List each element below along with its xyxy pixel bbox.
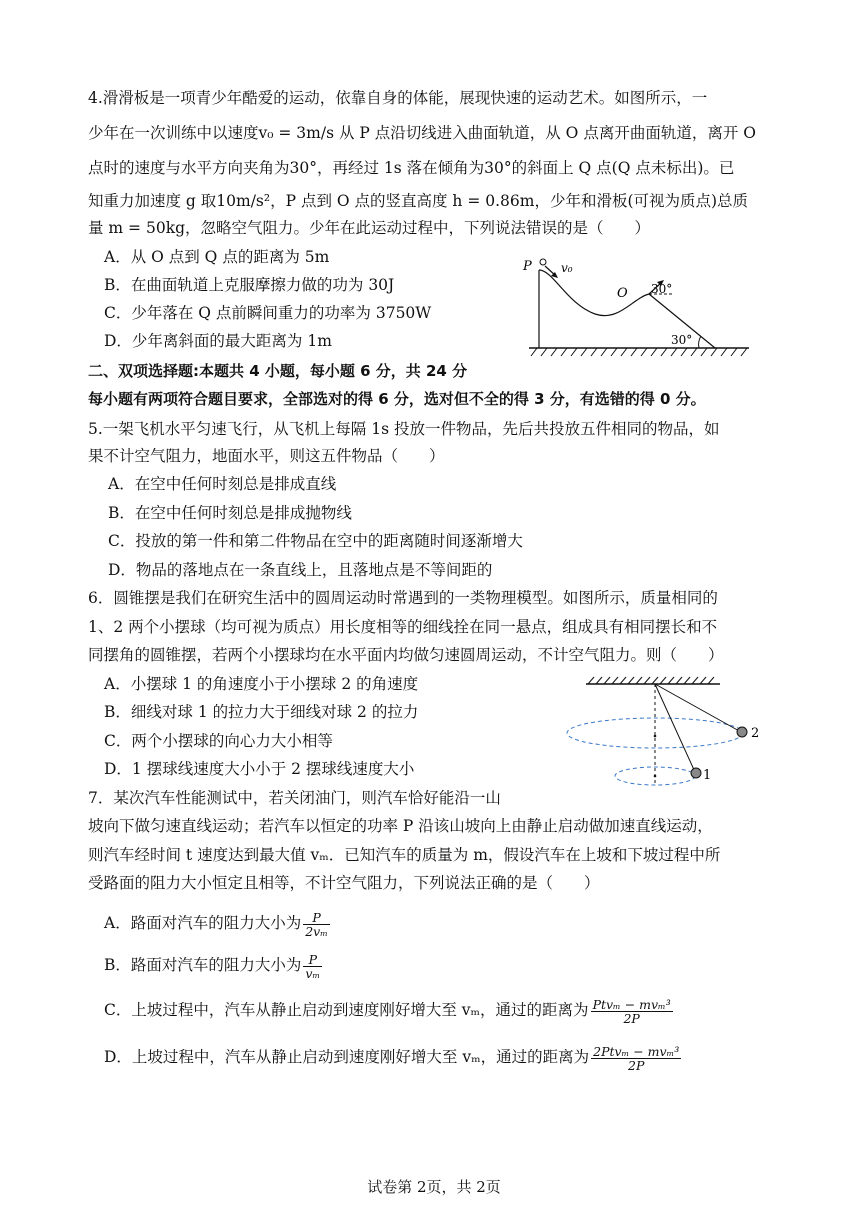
fraction-denominator: 2vₘ xyxy=(305,923,328,939)
q6-line-2: 1、2 两个小摆球（均可视为质点）用长度相等的细线拴在同一悬点，组成具有相同摆长和不 xyxy=(88,618,718,636)
section-2-title: 二、双项选择题:本题共 4 小题，每小题 6 分，共 24 分 xyxy=(88,362,468,380)
q7-option-c xyxy=(104,993,673,1027)
q7-option-b-text: B．路面对汽车的阻力大小为 xyxy=(104,956,302,974)
label-o: O xyxy=(617,286,628,301)
fraction-denominator: 2P xyxy=(628,1057,645,1073)
q4-option-d: D．少年离斜面的最大距离为 1m xyxy=(104,332,332,350)
q4-line-2: 少年在一次训练中以速度v₀ = 3m/s 从 P 点沿切线进入曲面轨道，从 O 点离开曲面轨道，离开 O xyxy=(88,124,756,142)
q7-option-a xyxy=(104,906,330,940)
q6-line-3: 同摆角的圆锥摆，若两个小摆球均在水平面内均做匀速圆周运动，不计空气阻力。则（ ） xyxy=(88,646,724,664)
q7-option-b xyxy=(104,948,322,982)
fraction-numerator: P xyxy=(303,953,322,967)
string-2 xyxy=(655,684,741,732)
q5-line-1: 5.一架飞机水平匀速飞行，从飞机上每隔 1s 投放一件物品，先后共投放五件相同的物品，如 xyxy=(88,420,720,438)
fraction-numerator: Ptvₘ − mvₘ³ xyxy=(592,996,671,1012)
q7-line-2: 坡向下做匀速直线运动；若汽车以恒定的功率 P 沿该山坡向上由静止启动做加速直线运动， xyxy=(88,817,713,835)
q6-option-b: B．细线对球 1 的拉力大于细线对球 2 的拉力 xyxy=(104,703,419,721)
q6-line-1: 6．圆锥摆是我们在研究生活中的圆周运动时常遇到的一类物理模型。如图所示，质量相同的 xyxy=(88,589,718,607)
center-dot-upper xyxy=(654,735,657,738)
q5-option-d: D．物品的落地点在一条直线上，且落地点是不等间距的 xyxy=(108,561,493,579)
label-ball-2: 2 xyxy=(751,726,760,741)
label-angle-top: 30° xyxy=(651,282,673,296)
q7-option-b-fraction xyxy=(303,953,322,980)
q7-option-c-text: C．上坡过程中，汽车从静止启动到速度刚好增大至 vₘ，通过的距离为 xyxy=(104,1001,589,1019)
fraction-denominator: vₘ xyxy=(305,965,321,981)
q5-option-a: A．在空中任何时刻总是排成直线 xyxy=(108,475,337,493)
q5-line-2: 果不计空气阻力，地面水平，则这五件物品（ ） xyxy=(88,447,445,465)
q4-line-1: 4.滑滑板是一项青少年酷爱的运动，依靠自身的体能，展现快速的运动艺术。如图所示，一 xyxy=(88,89,708,107)
label-angle-bottom: 30° xyxy=(671,333,693,347)
center-dot-lower xyxy=(654,775,657,778)
q4-option-a: A．从 O 点到 Q 点的距离为 5m xyxy=(104,248,330,266)
fraction-numerator: 2Ptvₘ − mvₘ³ xyxy=(593,1043,680,1059)
q7-option-d xyxy=(104,1040,681,1074)
angle-arc-bottom xyxy=(699,336,701,348)
q7-line-1: 7．某次汽车性能测试中，若关闭油门，则汽车恰好能沿一山 xyxy=(88,789,501,807)
fraction-numerator: P xyxy=(303,911,330,925)
label-v0: v₀ xyxy=(561,261,573,275)
section-2-note: 每小题有两项符合题目要求，全部选对的得 6 分，选对但不全的得 3 分，有选错的得 0 分。 xyxy=(88,390,706,408)
q6-option-c: C．两个小摆球的向心力大小相等 xyxy=(104,732,333,750)
q6-conical-pendulum-figure xyxy=(560,674,770,792)
q7-option-d-text: D．上坡过程中，汽车从静止启动到速度刚好增大至 vₘ，通过的距离为 xyxy=(104,1048,590,1066)
page-footer: 试卷第 2页，共 2页 xyxy=(367,1178,501,1196)
q7-option-a-text: A．路面对汽车的阻力大小为 xyxy=(104,914,302,932)
label-ball-1: 1 xyxy=(703,768,712,783)
q4-line-4: 知重力加速度 g 取10m/s²，P 点到 O 点的竖直高度 h = 0.86m，少年和滑板(可视为质点)总质 xyxy=(88,192,749,210)
q6-option-a: A．小摆球 1 的角速度小于小摆球 2 的角速度 xyxy=(104,675,419,693)
q4-line-5: 量 m = 50kg，忽略空气阻力。少年在此运动过程中，下列说法错误的是（ ） xyxy=(88,219,651,237)
string-1 xyxy=(655,684,695,772)
q7-line-3: 则汽车经时间 t 速度达到最大值 vₘ．已知汽车的质量为 m，假设汽车在上坡和下坡过程中所 xyxy=(88,846,721,864)
fraction-denominator: 2P xyxy=(623,1010,640,1026)
ball-2 xyxy=(737,727,747,737)
skater-marker xyxy=(540,259,546,265)
q7-line-4: 受路面的阻力大小恒定且相等，不计空气阻力，下列说法正确的是（ ） xyxy=(88,874,600,892)
ball-1 xyxy=(691,768,701,778)
q5-option-c: C．投放的第一件和第二件物品在空中的距离随时间逐渐增大 xyxy=(108,532,523,550)
q4-option-b: B．在曲面轨道上克服摩擦力做的功为 30J xyxy=(104,276,395,294)
q7-option-a-fraction xyxy=(303,911,330,938)
q7-option-c-fraction xyxy=(591,998,673,1025)
label-p: P xyxy=(523,259,532,274)
q4-line-3: 点时的速度与水平方向夹角为30°，再经过 1s 落在倾角为30°的斜面上 Q 点(Q 点未标出)。已 xyxy=(88,159,735,177)
q4-option-c: C．少年落在 Q 点前瞬间重力的功率为 3750W xyxy=(104,304,432,322)
q4-skateboard-figure xyxy=(515,252,755,360)
q5-option-b: B．在空中任何时刻总是排成抛物线 xyxy=(108,504,352,522)
q7-option-d-fraction xyxy=(591,1045,681,1072)
q6-option-d: D．1 摆球线速度大小小于 2 摆球线速度大小 xyxy=(104,760,415,778)
